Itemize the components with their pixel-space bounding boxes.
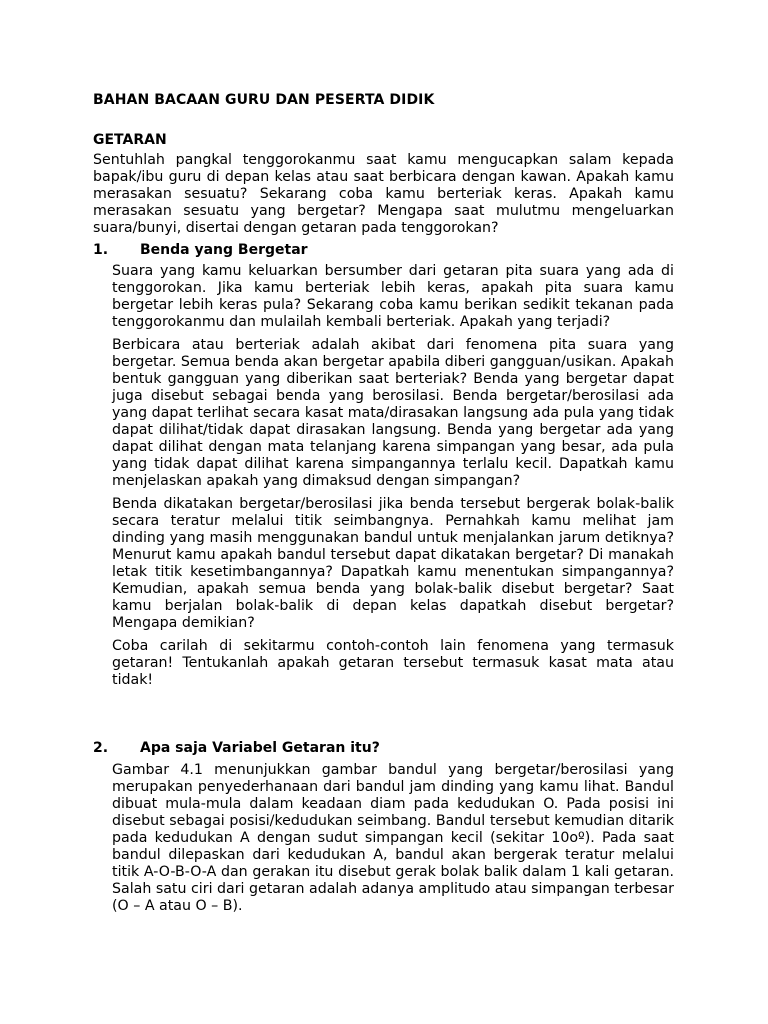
section-1-number: 1.: [93, 242, 109, 258]
document-title: BAHAN BACAAN GURU DAN PESERTA DIDIK: [93, 92, 435, 108]
intro-paragraph: Sentuhlah pangkal tenggorokanmu saat kamu mengucapkan salam kepada bapak/ibu guru di depan kelas atau saat berbicara dengan kawan. Apakah kamu merasakan sesuatu? Sekarang coba kamu berteriak keras. Apakah kamu merasakan sesuatu yang bergetar? Mengapa saat mulutmu mengeluarkan suara/bunyi, disertai dengan getaran pada tenggorokan?: [93, 152, 674, 236]
section-2-body: [112, 762, 674, 921]
section-2-paragraph: Gambar 4.1 menunjukkan gambar bandul yang bergetar/berosilasi yang merupakan penyederhanaan dari bandul jam dinding yang kamu lihat. Bandul dibuat mula-mula dalam keadaan diam pada kedudukan O. Pada posisi ini disebut sebagai posisi/kedudukan seimbang. Bandul tersebut kemudian ditarik pada kedudukan A dengan sudut simpangan kecil (sekitar 10oº). Pada saat bandul dilepaskan dari kedudukan A, bandul akan bergerak teratur melalui titik A-O-B-O-A dan gerakan itu disebut gerak bolak balik dalam 1 kali getaran. Salah satu ciri dari getaran adalah adanya amplitudo atau simpangan terbesar (O – A atau O – B).: [112, 762, 674, 914]
section-2-heading: [93, 740, 380, 756]
section-1-paragraph: Berbicara atau berteriak adalah akibat dari fenomena pita suara yang bergetar. Semua benda akan bergetar apabila diberi gangguan/usikan. Apakah bentuk gangguan yang diberikan saat berteriak? Benda yang bergetar dapat juga disebut sebagai benda yang berosilasi. Benda bergetar/berosilasi ada yang dapat terlihat secara kasat mata/dirasakan langsung ada pula yang tidak dapat dilihat/tidak dapat dirasakan langsung. Benda yang bergetar ada yang dapat dilihat dengan mata telanjang karena simpangan yang besar, ada pula yang tidak dapat dilihat karena simpangannya terlalu kecil. Dapatkah kamu menjelaskan apakah yang dimaksud dengan simpangan?: [112, 337, 674, 489]
section-1-heading: [93, 242, 308, 258]
section-1-paragraph: Suara yang kamu keluarkan bersumber dari getaran pita suara yang ada di tenggorokan. Jika kamu berteriak lebih keras, apakah pita suara kamu bergetar lebih keras pula? Sekarang coba kamu berikan sedikit tekanan pada tenggorokanmu dan mulailah kembali berteriak. Apakah yang terjadi?: [112, 263, 674, 330]
section-1-heading-text: Benda yang Bergetar: [140, 242, 308, 258]
section-title: GETARAN: [93, 132, 167, 148]
section-1-paragraph: Benda dikatakan bergetar/berosilasi jika benda tersebut bergerak bolak-balik secara teratur melalui titik seimbangnya. Pernahkah kamu melihat jam dinding yang masih menggunakan bandul untuk menjalankan jarum detiknya? Menurut kamu apakah bandul tersebut dapat dikatakan bergetar? Di manakah letak titik kesetimbangannya? Dapatkah kamu menentukan simpangannya? Kemudian, apakah semua benda yang bolak-balik disebut bergetar? Saat kamu berjalan bolak-balik di depan kelas dapatkah disebut bergetar? Mengapa demikian?: [112, 496, 674, 631]
section-2-heading-text: Apa saja Variabel Getaran itu?: [140, 740, 380, 756]
section-2-number: 2.: [93, 740, 109, 756]
section-1-paragraph: Coba carilah di sekitarmu contoh-contoh lain fenomena yang termasuk getaran! Tentukanlah apakah getaran tersebut termasuk kasat mata atau tidak!: [112, 638, 674, 688]
section-1-body: [112, 263, 674, 695]
